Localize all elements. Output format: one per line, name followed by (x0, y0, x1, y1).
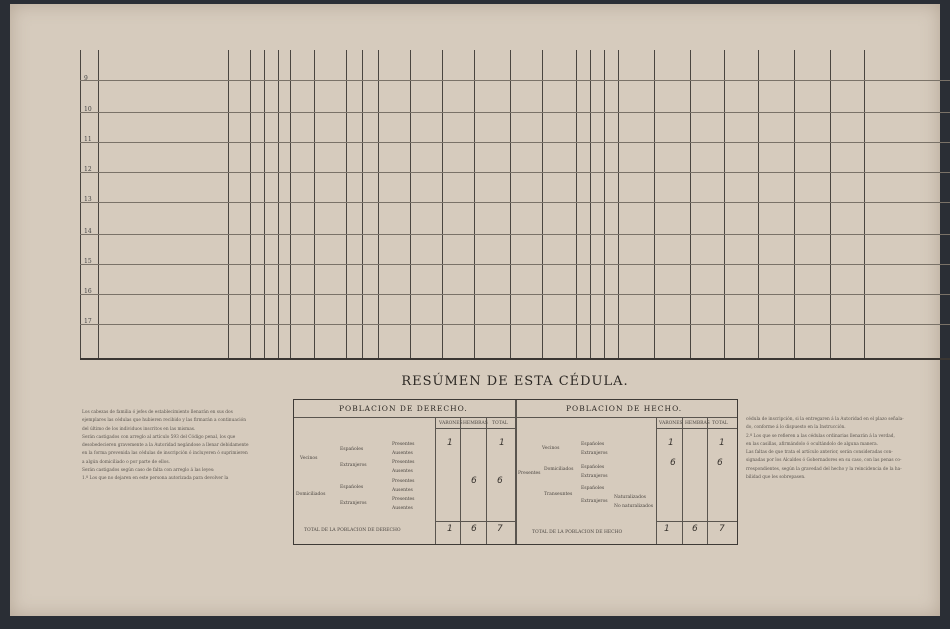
hecho-col-varones: VARONES (659, 421, 683, 426)
derecho-label-presentes: Presentes (392, 460, 415, 465)
derecho-label-ausentes: Ausentes (392, 451, 413, 456)
derecho-total-varones: 1 (447, 524, 453, 534)
derecho-label-ausentes: Ausentes (392, 488, 413, 493)
derecho-col-varones: VARONES (439, 421, 463, 426)
derecho-row4-total: 6 (497, 476, 503, 486)
row-number-9: 9 (84, 75, 88, 82)
derecho-label-vecinos: Vecinos (300, 456, 318, 461)
derecho-label-espanoles: Españoles (340, 485, 364, 490)
derecho-row1-total: 1 (499, 438, 505, 448)
hecho-label-extranjeros: Extranjeros (581, 474, 608, 479)
hecho-label-espanoles: Españoles (581, 465, 605, 470)
hecho-row1-total: 1 (719, 438, 725, 448)
summary-title: RESÚMEN DE ESTA CÉDULA. (401, 374, 629, 389)
note-line: Las faltas de que trata el artículo anterior, serán consideradas con- (746, 450, 893, 456)
hecho-col-hembras: HEMBRAS (685, 421, 710, 426)
hecho-row2-hembras: 6 (670, 458, 676, 468)
note-line: bilidad que les sobrepasen. (746, 475, 806, 481)
note-line: en la forma prevenida las cédulas de inscripción ó incluyeren ó suprimieren (82, 451, 248, 457)
paper-page (10, 4, 940, 616)
derecho-label-presentes: Presentes (392, 479, 415, 484)
hecho-label-espanoles: Españoles (581, 442, 605, 447)
row-number-13: 13 (84, 196, 92, 203)
row-number-14: 14 (84, 228, 92, 235)
hecho-total-varones: 1 (664, 524, 670, 534)
derecho-label-ausentes: Ausentes (392, 469, 413, 474)
row-number-11: 11 (84, 136, 92, 143)
hecho-label-presentes: Presentes (518, 471, 541, 476)
derecho-row1-varones: 1 (447, 438, 453, 448)
note-line: do, conforme á lo dispuesto en la Instrucción. (746, 425, 846, 431)
row-number-16: 16 (84, 288, 92, 295)
hecho-total-label: TOTAL DE LA POBLACION DE HECHO (532, 530, 623, 535)
hecho-label-espanoles: Españoles (581, 486, 605, 491)
hecho-label-extranjeros: Extranjeros (581, 499, 608, 504)
derecho-label-ausentes: Ausentes (392, 506, 413, 511)
note-line: rrespondientes, según la gravedad del hecho y la reincidencia de la ha- (746, 466, 902, 472)
derecho-heading: POBLACION DE DERECHO. (339, 404, 468, 413)
note-line: a algún domiciliado o por parte de ellos. (82, 459, 170, 465)
row-number-12: 12 (84, 166, 92, 173)
hecho-row2-total: 6 (717, 458, 723, 468)
census-ledger-grid (80, 50, 950, 360)
hecho-col-total: TOTAL (712, 421, 728, 426)
hecho-label-no-naturalizados: No naturalizados (614, 504, 654, 509)
notes-right (746, 416, 932, 482)
note-line: Serán castigados según caso de falta con arreglo á las leyes: (82, 468, 215, 474)
note-line: ejemplares las cédulas que hubieren recibido y las firmarán a continuación (82, 418, 247, 424)
derecho-col-total: TOTAL (492, 421, 508, 426)
note-line: cédula de inscripción, si la entregaren á la Autoridad en el plazo señala- (746, 417, 904, 422)
derecho-label-extranjeros: Extranjeros (340, 501, 367, 506)
hecho-label-naturalizados: Naturalizados (614, 495, 646, 500)
derecho-label-espanoles: Españoles (340, 447, 364, 452)
row-number-10: 10 (84, 106, 92, 113)
hecho-total-total: 7 (719, 524, 725, 534)
note-line: Los cabezas de familia ó jefes de establecimiento llenarán en sus dos (82, 410, 233, 415)
derecho-col-hembras: HEMBRAS (463, 421, 488, 426)
hecho-row1-varones: 1 (668, 438, 674, 448)
hecho-label-extranjeros: Extranjeros (581, 451, 608, 456)
note-line: en las casillas, afirmándolo ó ocultándolo de alguna manera. (746, 441, 879, 447)
note-line: Serán castigados con arreglo al artículo 593 del Código penal, los que (82, 434, 236, 440)
note-line: del último de los individuos inscritos en las mismas. (82, 426, 196, 432)
summary-table (293, 399, 738, 545)
note-line: desobedecieren gravemente a la Autoridad negándose a llenar debidamente (82, 443, 249, 449)
derecho-label-domiciliados: Domiciliados (296, 492, 326, 497)
derecho-row4-hembras: 6 (471, 476, 477, 486)
derecho-total-label: TOTAL DE LA POBLACION DE DERECHO (304, 528, 401, 533)
row-number-15: 15 (84, 258, 92, 265)
notes-left (82, 409, 278, 484)
derecho-total-hembras: 6 (471, 524, 477, 534)
derecho-label-extranjeros: Extranjeros (340, 463, 367, 468)
note-line: signadas por los Alcaldes ó Gobernadores en su caso, con las penas co- (746, 458, 902, 464)
derecho-total-total: 7 (497, 524, 503, 534)
row-number-17: 17 (84, 318, 92, 325)
derecho-label-presentes: Presentes (392, 497, 415, 502)
hecho-label-domiciliados: Domiciliados (544, 467, 574, 472)
note-line: 1.º Los que no dejaren en este persona autorizada para devolver la (82, 476, 229, 482)
derecho-label-presentes: Presentes (392, 442, 415, 447)
hecho-label-transeuntes: Transeuntes (544, 492, 573, 497)
hecho-heading: POBLACION DE HECHO. (566, 404, 683, 413)
note-line: 2.º Los que se refieren a las cédulas ordinarias llenarán á la verdad, (746, 433, 895, 439)
hecho-label-vecinos: Vecinos (542, 446, 560, 451)
hecho-total-hembras: 6 (692, 524, 698, 534)
